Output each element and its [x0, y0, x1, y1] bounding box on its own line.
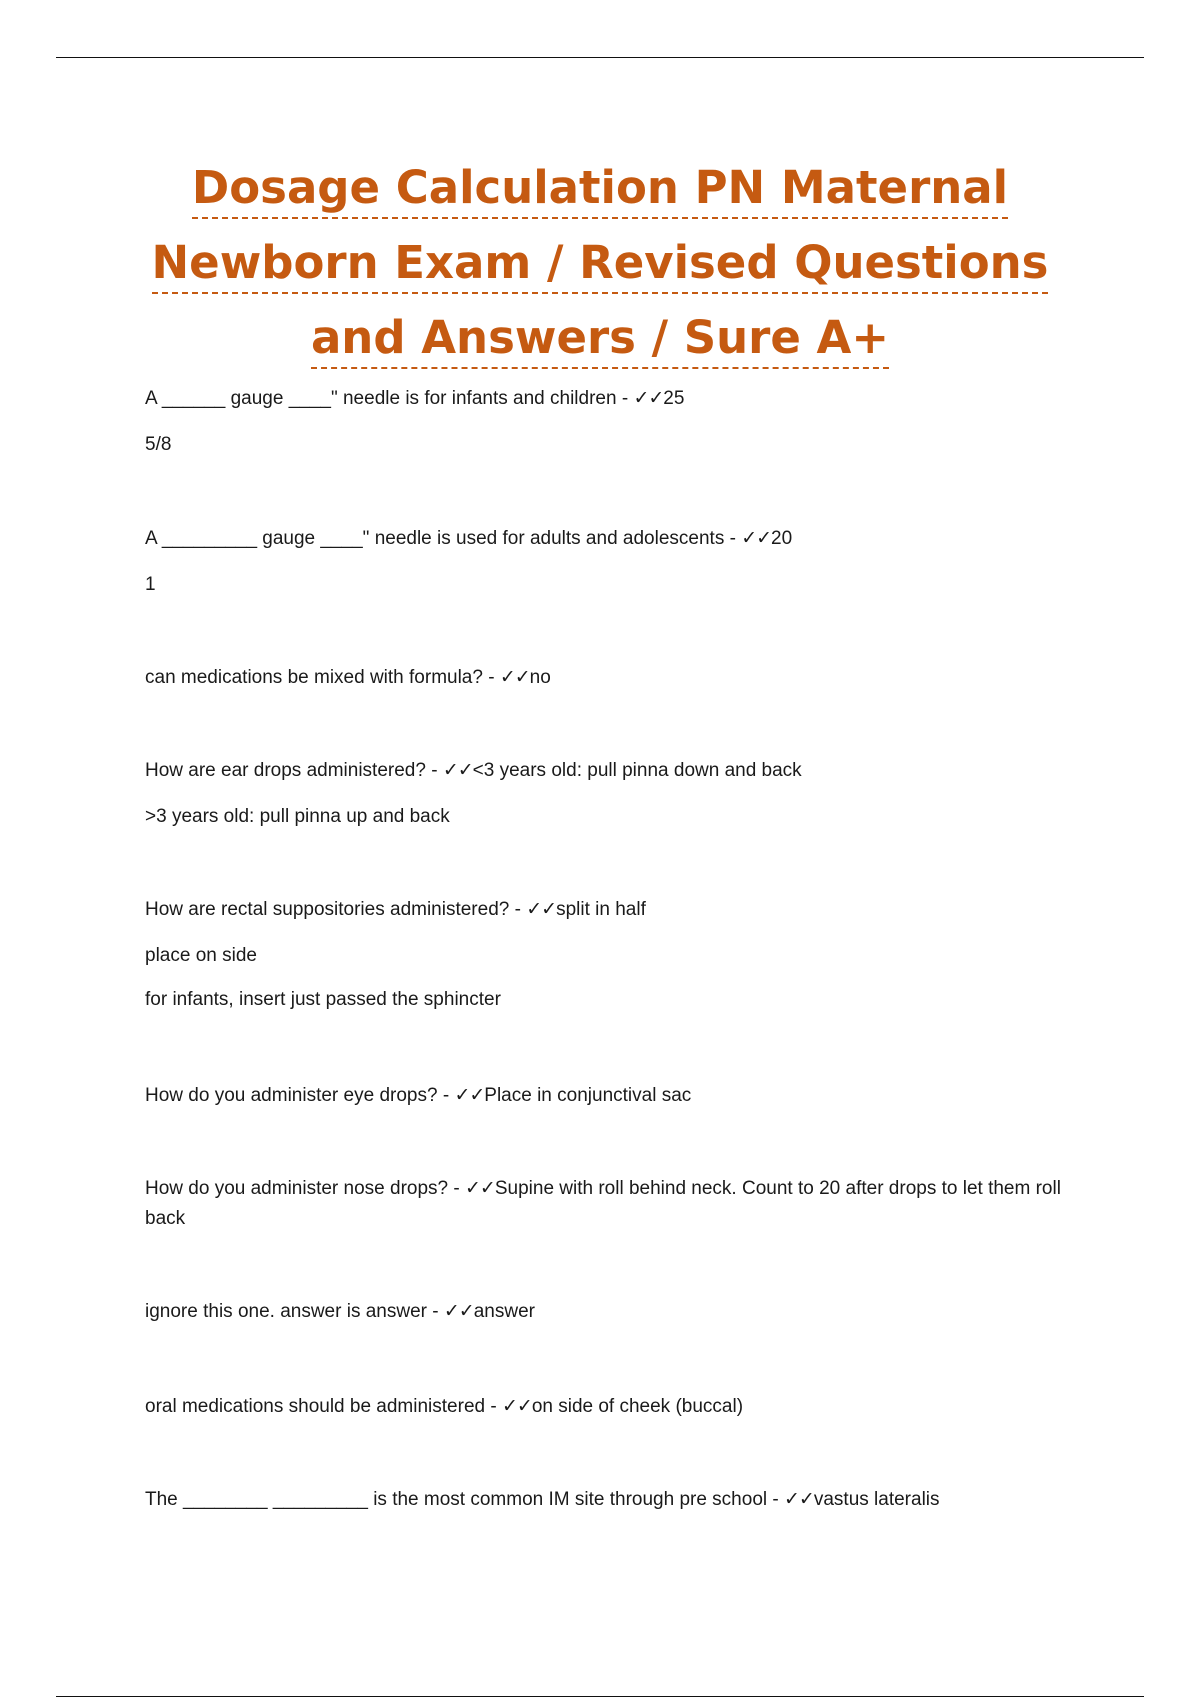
answer-text: 5/8: [145, 434, 172, 455]
question-text: How are ear drops administered? -: [145, 760, 443, 781]
qa-item: [145, 1391, 1065, 1422]
question-text: How do you administer nose drops? -: [145, 1178, 465, 1199]
question-text: ignore this one. answer is answer -: [145, 1301, 444, 1322]
question-text: A ______ gauge ____" needle is for infants and children -: [145, 388, 634, 409]
qa-item: [145, 523, 1065, 600]
question-text: A _________ gauge ____" needle is used for adults and adolescents -: [145, 528, 742, 549]
qa-item: [145, 1484, 1065, 1515]
question-text: The ________ _________ is the most common IM site through pre school -: [145, 1489, 784, 1510]
double-check-icon: ✓✓: [526, 898, 557, 920]
double-check-icon: ✓✓: [443, 1300, 474, 1322]
answer-text: on side of cheek (buccal): [531, 1396, 744, 1417]
qa-item: [145, 894, 1065, 1015]
answer-text: place on side: [145, 945, 257, 966]
qa-item: [145, 662, 1065, 693]
answer-text: for infants, insert just passed the sphincter: [145, 989, 501, 1010]
answer-text: Place in conjunctival sac: [484, 1085, 692, 1106]
title-line-2: Newborn Exam / Revised Questions: [152, 234, 1049, 294]
qa-item: [145, 1173, 1065, 1234]
bottom-rule: [56, 1696, 1144, 1697]
double-check-icon: ✓✓: [442, 759, 473, 781]
double-check-icon: ✓✓: [454, 1084, 485, 1106]
answer-text: 1: [145, 574, 156, 595]
answer-text: 25: [663, 388, 685, 409]
title-line-1: Dosage Calculation PN Maternal: [192, 159, 1008, 219]
double-check-icon: ✓✓: [741, 527, 772, 549]
answer-text: 20: [771, 528, 793, 549]
question-text: can medications be mixed with formula? -: [145, 667, 500, 688]
answer-text: Supine with roll behind neck. Count to 20 after drops to let them roll back: [145, 1178, 1061, 1229]
answer-text: answer: [473, 1301, 535, 1322]
document-title: [60, 150, 1140, 375]
double-check-icon: ✓✓: [499, 666, 530, 688]
question-text: oral medications should be administered -: [145, 1396, 502, 1417]
double-check-icon: ✓✓: [633, 387, 664, 409]
answer-text: >3 years old: pull pinna up and back: [145, 806, 450, 827]
qa-item: [145, 1296, 1065, 1327]
qa-item: [145, 1080, 1065, 1111]
top-rule: [56, 57, 1144, 58]
double-check-icon: ✓✓: [465, 1177, 495, 1199]
title-line-3: and Answers / Sure A+: [311, 309, 889, 369]
qa-item: [145, 383, 684, 460]
answer-text: no: [529, 667, 551, 688]
double-check-icon: ✓✓: [501, 1395, 532, 1417]
answer-text: split in half: [556, 899, 646, 920]
question-text: How are rectal suppositories administered? -: [145, 899, 527, 920]
answer-text: <3 years old: pull pinna down and back: [472, 760, 802, 781]
answer-text: vastus lateralis: [813, 1489, 940, 1510]
double-check-icon: ✓✓: [784, 1488, 814, 1510]
qa-item: [145, 755, 1065, 832]
question-text: How do you administer eye drops? -: [145, 1085, 455, 1106]
